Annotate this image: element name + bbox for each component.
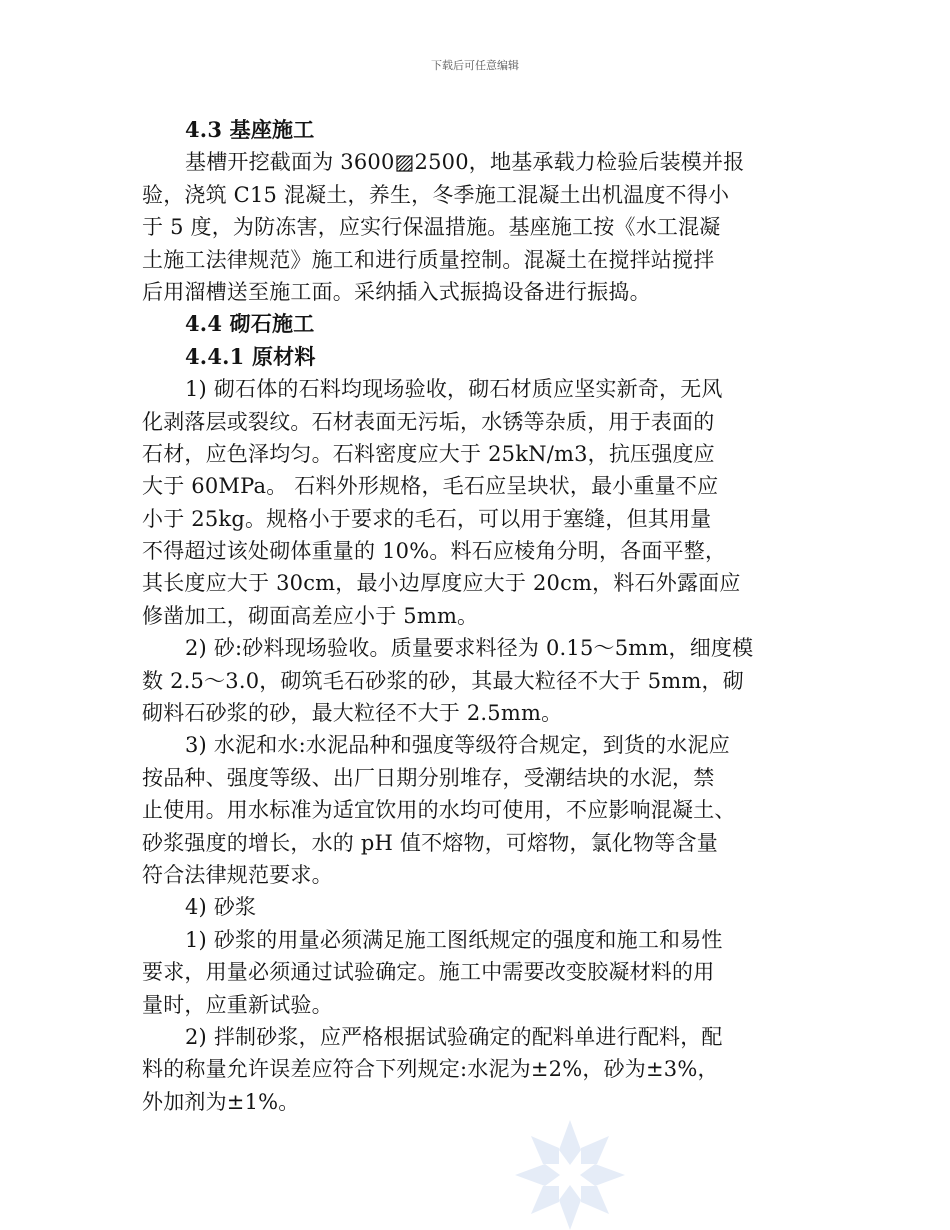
body-text-line: 量时，应重新试验。 xyxy=(142,992,333,1017)
page-header: 下载后可任意编辑 xyxy=(431,59,519,72)
body-text-line: 化剥落层或裂纹。石材表面无污垢，水锈等杂质，用于表面的 xyxy=(142,409,715,434)
body-text-line: 止使用。用水标准为适宜饮用的水均可使用，不应影响混凝土、 xyxy=(142,798,736,823)
body-text-line: 大于 60MPa。 石料外形规格，毛石应呈块状，最小重量不应 xyxy=(142,474,719,499)
body-text-line: 基槽开挖截面为 3600▨2500，地基承载力检验后装模并报 xyxy=(185,150,745,175)
section-heading: 4.4.1 原材料 xyxy=(185,343,316,369)
body-text-line: 验，浇筑 C15 混凝土，养生，冬季施工混凝土出机温度不得小 xyxy=(142,182,730,207)
section-heading: 4.4 砌石施工 xyxy=(185,311,315,337)
body-text-line: 3) 水泥和水:水泥品种和强度等级符合规定，到货的水泥应 xyxy=(185,733,730,758)
body-text-line: 1) 砂浆的用量必须满足施工图纸规定的强度和施工和易性 xyxy=(185,927,723,952)
body-text-line: 料的称量允许误差应符合下列规定:水泥为±2%，砂为±3%， xyxy=(142,1057,719,1082)
body-text-line: 2) 拌制砂浆，应严格根据试验确定的配料单进行配料，配 xyxy=(185,1024,723,1049)
body-text-line: 土施工法律规范》施工和进行质量控制。混凝土在搅拌站搅拌 xyxy=(142,247,715,272)
body-text-line: 砂浆强度的增长，水的 pH 值不熔物，可熔物，氯化物等含量 xyxy=(142,830,718,855)
body-text-line: 于 5 度，为防冻害，应实行保温措施。基座施工按《水工混凝 xyxy=(142,215,721,240)
body-text-line: 砌料石砂浆的砂，最大粒径不大于 2.5mm。 xyxy=(142,701,563,726)
body-text-line: 外加剂为±1%。 xyxy=(142,1089,300,1114)
body-text-line: 4) 砂浆 xyxy=(185,895,257,920)
body-text-line: 1) 砌石体的石料均现场验收，砌石材质应坚实新奇，无风 xyxy=(185,377,723,402)
body-text-line: 不得超过该处砌体重量的 10%。料石应棱角分明，各面平整， xyxy=(142,539,727,564)
document-body xyxy=(142,114,814,1118)
body-text-line: 2) 砂:砂料现场验收。质量要求料径为 0.15～5mm，细度模 xyxy=(185,636,754,661)
body-text-line: 按品种、强度等级、出厂日期分别堆存，受潮结块的水泥，禁 xyxy=(142,765,715,790)
body-text-line: 符合法律规范要求。 xyxy=(142,862,333,887)
watermark-logo xyxy=(515,1120,625,1230)
body-text-line: 其长度应大于 30cm，最小边厚度应大于 20cm，料石外露面应 xyxy=(142,571,741,596)
body-text-line: 后用溜槽送至施工面。采纳插入式振捣设备进行振捣。 xyxy=(142,279,651,304)
body-text-line: 石材，应色泽均匀。石料密度应大于 25kN/m3，抗压强度应 xyxy=(142,441,715,466)
body-text-line: 修凿加工，砌面高差应小于 5mm。 xyxy=(142,603,479,628)
body-text-line: 要求，用量必须通过试验确定。施工中需要改变胶凝材料的用 xyxy=(142,960,715,985)
body-text-line: 数 2.5～3.0，砌筑毛石砂浆的砂，其最大粒径不大于 5mm，砌 xyxy=(142,668,744,693)
section-heading: 4.3 基座施工 xyxy=(185,117,315,142)
body-text-line: 小于 25kg。规格小于要求的毛石，可以用于塞缝，但其用量 xyxy=(142,506,712,531)
